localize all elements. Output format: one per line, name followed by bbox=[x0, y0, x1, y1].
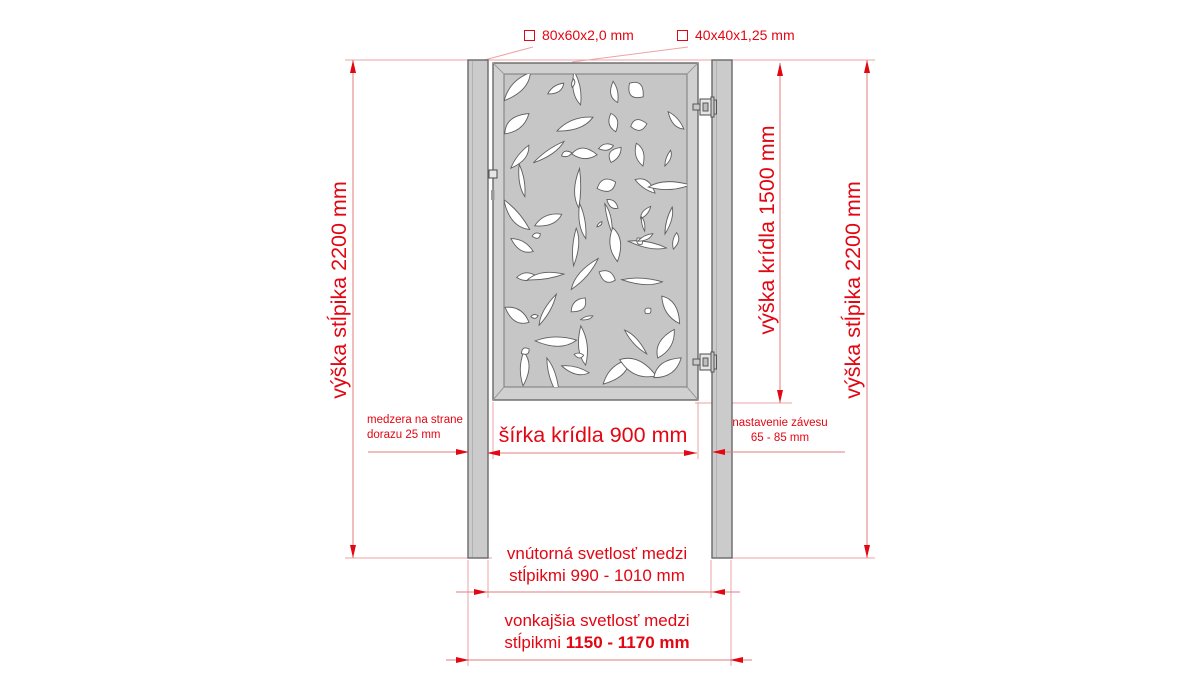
inner-clearance-label bbox=[467, 543, 727, 587]
post-height-left-label: výška stĺpika 2200 mm bbox=[326, 181, 351, 399]
inner-clearance-line1: vnútorná svetlosť medzi bbox=[506, 544, 688, 563]
post-height-right-label: výška stĺpika 2200 mm bbox=[840, 181, 865, 399]
stop-gap-label bbox=[367, 413, 463, 443]
inner-clearance-line2: stĺpikmi 990 - 1010 mm bbox=[509, 566, 685, 585]
left-post bbox=[468, 60, 488, 558]
hinge-adjust-label bbox=[713, 416, 847, 446]
outer-clearance-label bbox=[467, 610, 727, 654]
frame-profile-text: 40x40x1,25 mm bbox=[695, 27, 795, 43]
stop-gap-line2: dorazu 25 mm bbox=[367, 429, 441, 441]
hinge-adjust-line1: nastavenie závesu bbox=[732, 417, 828, 429]
outer-clearance-line2 bbox=[467, 632, 727, 654]
decorative-panel-plate bbox=[504, 74, 687, 387]
right-post bbox=[712, 60, 732, 558]
hinge-adjust-line2: 65 - 85 mm bbox=[750, 432, 810, 444]
square-profile-icon bbox=[677, 30, 688, 41]
frame-profile-label bbox=[677, 27, 795, 43]
outer-clearance-value: 1150 - 1170 mm bbox=[565, 633, 690, 652]
outer-clearance-prefix: stĺpikmi bbox=[504, 633, 566, 652]
outer-clearance-line1: vonkajšia svetlosť medzi bbox=[504, 611, 690, 630]
wing-width-label: šírka krídla 900 mm bbox=[498, 423, 688, 447]
wing-height-label: výška krídla 1500 mm bbox=[754, 125, 779, 335]
post-profile-text: 80x60x2,0 mm bbox=[542, 27, 634, 43]
post-profile-label bbox=[524, 27, 634, 43]
stop-gap-line1: medzera na strane bbox=[367, 414, 463, 426]
square-profile-icon bbox=[524, 30, 535, 41]
